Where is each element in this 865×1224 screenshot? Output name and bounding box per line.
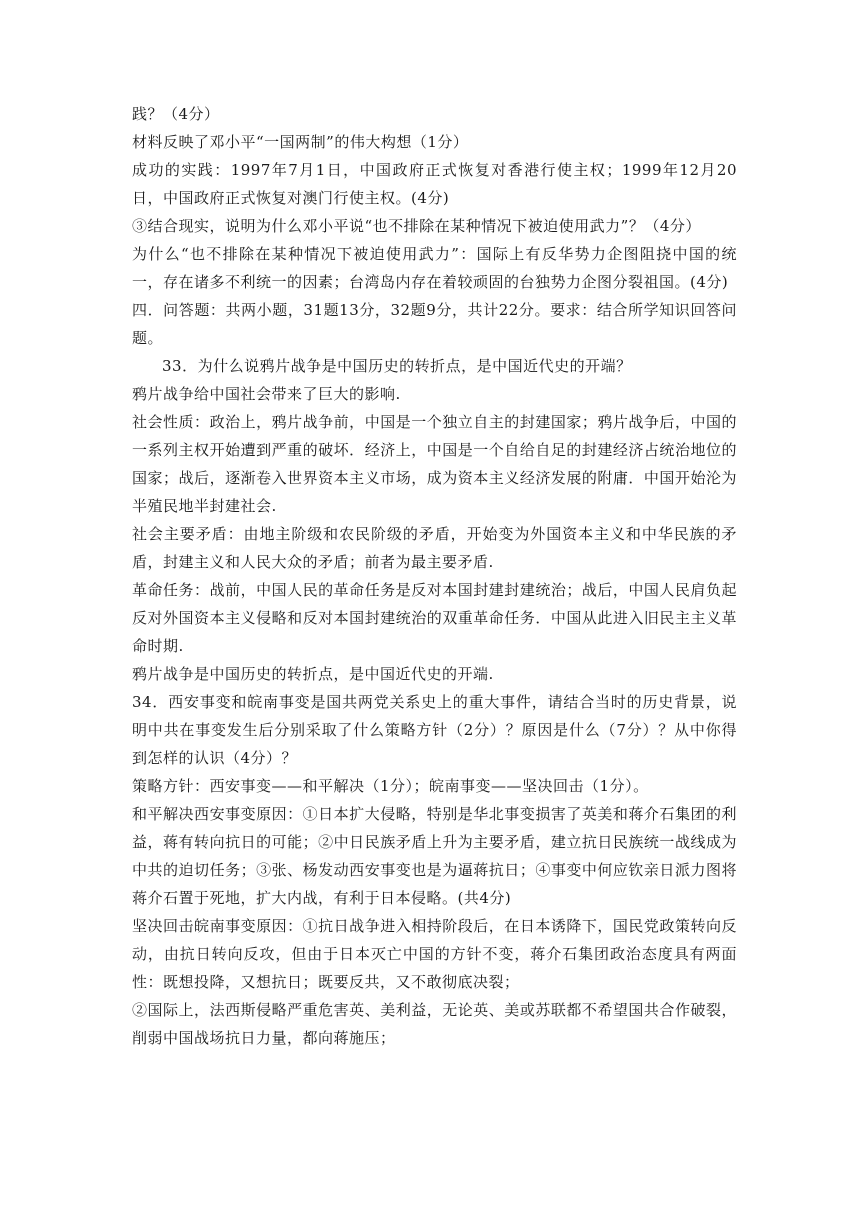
question-33: 33．为什么说鸦片战争是中国历史的转折点，是中国近代史的开端？ xyxy=(162,357,632,375)
paragraph-3: 成功的实践：1997年7月1日，中国政府正式恢复对香港行使主权；1999年12月20日，中国政府正式恢复对澳门行使主权。(4分) xyxy=(132,161,737,207)
paragraph-8: 鸦片战争给中国社会带来了巨大的影响. xyxy=(132,385,401,403)
paragraph-1: 践？（4分） xyxy=(132,105,220,123)
document-body xyxy=(132,100,737,1052)
paragraph-14: 策略方针：西安事变——和平解决（1分）；皖南事变——坚决回击（1分）。 xyxy=(132,777,649,795)
paragraph-2: 材料反映了邓小平“一国两制”的伟大构想（1分） xyxy=(132,133,469,151)
section-heading-qa: 四．问答题：共两小题，31题13分，32题9分，共计22分。要求：结合所学知识回答问题。 xyxy=(132,301,737,347)
paragraph-9: 社会性质：政治上，鸦片战争前，中国是一个独立自主的封建国家；鸦片战争后，中国的一系列主权开始遭到严重的破坏．经济上，中国是一个自给自足的封建经济占统治地位的国家；战后，逐渐卷入世界资本主义市场，成为资本主义经济发展的附庸．中国开始沦为半殖民地半封建社会. xyxy=(132,413,737,515)
paragraph-12: 鸦片战争是中国历史的转折点，是中国近代史的开端. xyxy=(132,665,494,683)
paragraph-16: 坚决回击皖南事变原因：①抗日战争进入相持阶段后，在日本诱降下，国民党政策转向反动，由抗日转向反攻，但由于日本灭亡中国的方针不变，蒋介石集团政治态度具有两面性：既想投降，又想抗日；既要反共，又不敢彻底决裂； xyxy=(132,917,737,991)
paragraph-4: ③结合现实，说明为什么邓小平说“也不排除在某种情况下被迫使用武力”？（4分） xyxy=(132,217,701,235)
paragraph-10: 社会主要矛盾：由地主阶级和农民阶级的矛盾，开始变为外国资本主义和中华民族的矛盾，封建主义和人民大众的矛盾；前者为最主要矛盾. xyxy=(132,525,737,571)
question-34: 34．西安事变和皖南事变是国共两党关系史上的重大事件，请结合当时的历史背景，说明中共在事变发生后分别采取了什么策略方针（2分）？原因是什么（7分）？从中你得到怎样的认识（4分）？ xyxy=(132,693,737,767)
paragraph-5: 为什么“也不排除在某种情况下被迫使用武力”：国际上有反华势力企图阻挠中国的统一，存在诸多不利统一的因素；台湾岛内存在着较顽固的台独势力企图分裂祖国。(4分) xyxy=(132,245,737,291)
paragraph-15: 和平解决西安事变原因：①日本扩大侵略，特别是华北事变损害了英美和蒋介石集团的利益，蒋有转向抗日的可能；②中日民族矛盾上升为主要矛盾，建立抗日民族统一战线成为中共的迫切任务；③张、杨发动西安事变也是为逼蒋抗日；④事变中何应钦亲日派力图将蒋介石置于死地，扩大内战，有利于日本侵略。(共4分) xyxy=(132,805,737,907)
paragraph-11: 革命任务：战前，中国人民的革命任务是反对本国封建封建统治；战后，中国人民肩负起反对外国资本主义侵略和反对本国封建统治的双重革命任务．中国从此进入旧民主主义革命时期. xyxy=(132,581,737,655)
paragraph-17: ②国际上，法西斯侵略严重危害英、美利益，无论英、美或苏联都不希望国共合作破裂，削弱中国战场抗日力量，都向蒋施压； xyxy=(132,1001,737,1047)
